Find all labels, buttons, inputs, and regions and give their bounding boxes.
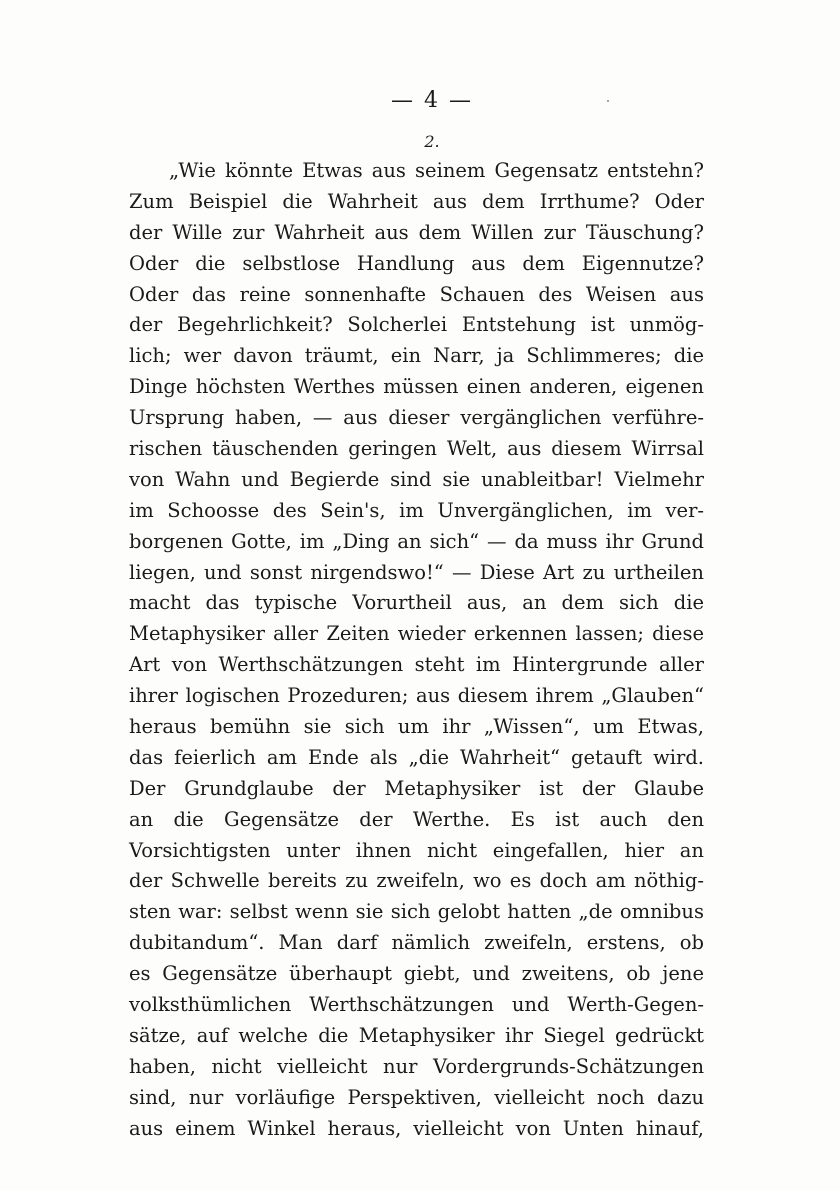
text-line: lich; wer davon träumt, ein Narr, ja Schlimmeres; die — [129, 344, 704, 368]
text-line: borgenen Gotte, im „Ding an sich“ — da muss ihr Grund — [129, 529, 704, 553]
text-line: der Schwelle bereits zu zweifeln, wo es doch am nöthig- — [129, 869, 704, 893]
text-line: Oder die selbstlose Handlung aus dem Eigennutze? — [129, 251, 704, 275]
text-line: der Begehrlichkeit? Solcherlei Entstehung ist unmög- — [129, 313, 704, 337]
section-number: 2. — [424, 132, 440, 151]
text-line: sind, nur vorläufige Perspektiven, vielleicht noch dazu — [129, 1085, 704, 1109]
text-line: der Wille zur Wahrheit aus dem Willen zur Täuschung? — [129, 220, 704, 244]
text-line: haben, nicht vielleicht nur Vordergrunds-Schätzungen — [129, 1054, 704, 1078]
text-line: sätze, auf welche die Metaphysiker ihr Siegel gedrückt — [129, 1023, 704, 1047]
text-line: Art von Werthschätzungen steht im Hintergrunde aller — [129, 653, 704, 677]
text-line: sten war: selbst wenn sie sich gelobt hatten „de omnibus — [129, 900, 704, 924]
text-line: ihrer logischen Prozeduren; aus diesem ihrem „Glauben“ — [129, 684, 704, 708]
text-line: an die Gegensätze der Werthe. Es ist auch den — [129, 807, 704, 831]
text-line: heraus bemühn sie sich um ihr „Wissen“, um Etwas, — [129, 715, 704, 739]
text-line: „Wie könnte Etwas aus seinem Gegensatz entstehn? — [169, 159, 704, 182]
text-line: macht das typische Vorurtheil aus, an dem sich die — [129, 591, 704, 615]
text-line: Metaphysiker aller Zeiten wieder erkennen lassen; diese — [129, 622, 704, 646]
text-line: es Gegensätze überhaupt giebt, und zweitens, ob jene — [129, 962, 704, 986]
text-line: Ursprung haben, — aus dieser vergänglichen verführe- — [129, 406, 704, 430]
text-line: dubitandum“. Man darf nämlich zweifeln, erstens, ob — [129, 931, 704, 955]
text-line: im Schoosse des Sein's, im Unvergänglichen, im ver- — [129, 498, 704, 522]
print-speck — [607, 100, 609, 102]
page-number: — 4 — — [391, 88, 473, 113]
text-line: das feierlich am Ende als „die Wahrheit“ getauft wird. — [129, 745, 704, 769]
text-line: Vorsichtigsten unter ihnen nicht eingefallen, hier an — [129, 838, 704, 862]
text-line: Zum Beispiel die Wahrheit aus dem Irrthume? Oder — [129, 189, 704, 213]
text-line: Der Grundglaube der Metaphysiker ist der Glaube — [129, 776, 704, 800]
text-line: Oder das reine sonnenhafte Schauen des Weisen aus — [129, 282, 704, 306]
text-line: von Wahn und Begierde sind sie unableitbar! Vielmehr — [129, 467, 704, 491]
text-line: volksthümlichen Werthschätzungen und Werth-Gegen- — [129, 993, 704, 1017]
text-line: rischen täuschenden geringen Welt, aus diesem Wirrsal — [129, 437, 704, 461]
text-line: aus einem Winkel heraus, vielleicht von Unten hinauf, — [129, 1116, 704, 1140]
body-paragraph — [129, 156, 704, 1145]
text-line: Dinge höchsten Werthes müssen einen anderen, eigenen — [129, 375, 704, 399]
text-line: liegen, und sonst nirgendswo!“ — Diese Art zu urtheilen — [129, 560, 704, 584]
